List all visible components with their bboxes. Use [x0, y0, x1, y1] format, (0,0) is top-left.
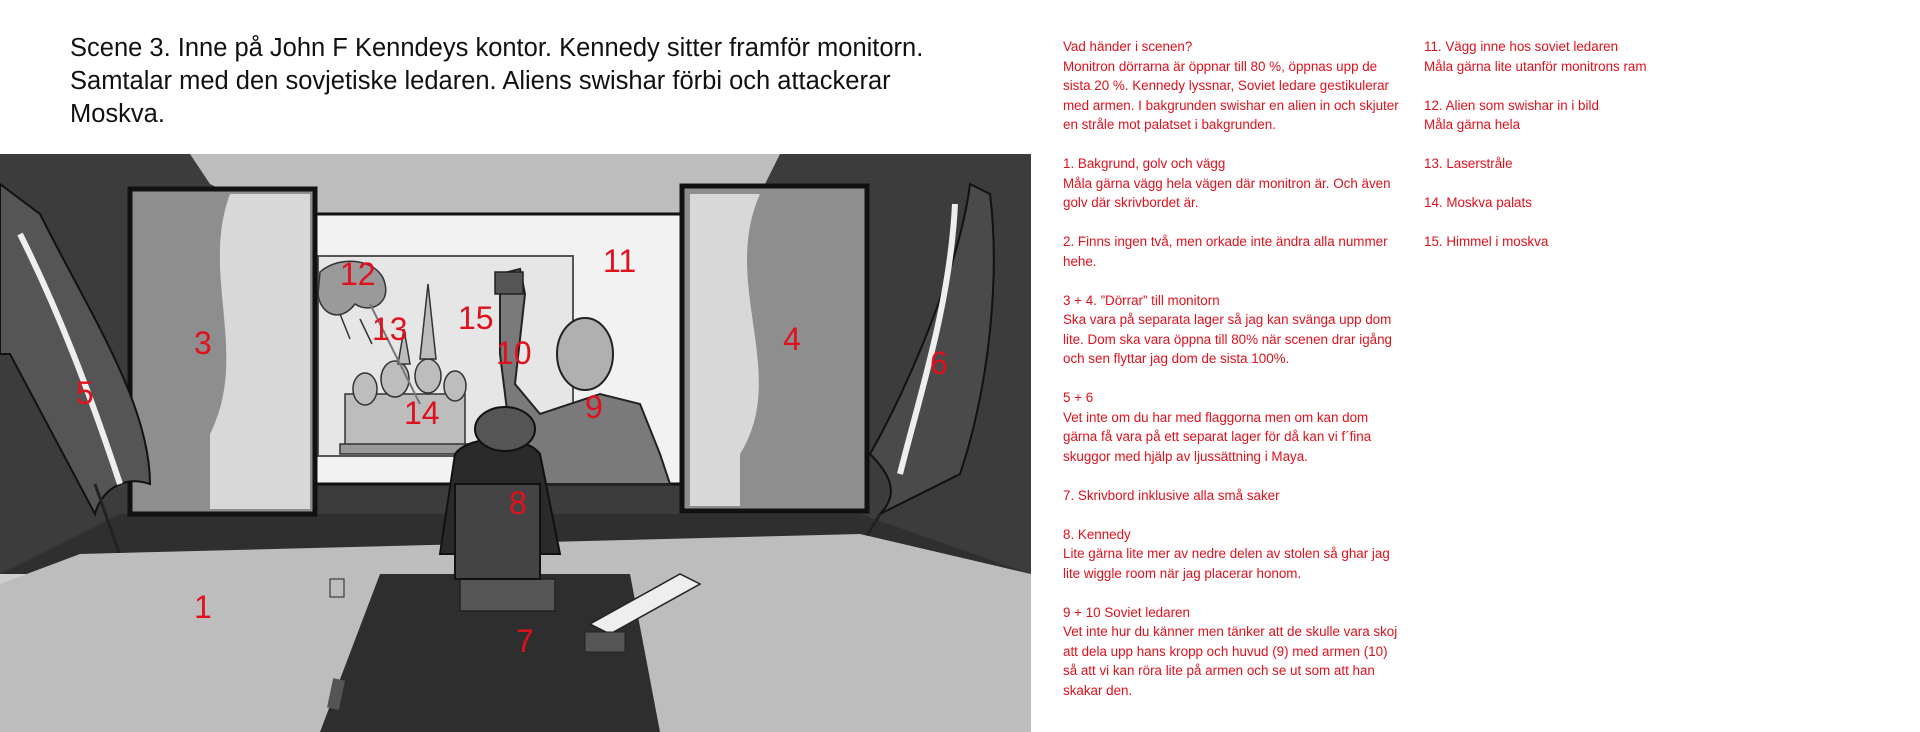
- note-layer-9-10: 9 + 10 Soviet ledaren Vet inte hur du känner men tänker att de skulle vara skoj att dela upp hans kropp och huvud (9) med armen (10) så att vi kan röra lite på armen och se ut som att han skakar den.: [1063, 604, 1398, 698]
- right-monitor-door: [682, 186, 867, 511]
- layer-label: 1: [194, 589, 212, 625]
- note-layer-13: 13. Laserstråle: [1424, 156, 1513, 171]
- storyboard-panel: [0, 154, 1031, 732]
- layer-label: 9: [585, 389, 603, 425]
- note-layer-12: 12. Alien som swishar in i bild Måla gärna hela: [1424, 97, 1599, 132]
- layer-label: 15: [458, 300, 494, 336]
- layer-label: 13: [372, 311, 408, 347]
- note-layer-8: 8. Kennedy Lite gärna lite mer av nedre delen av stolen så ghar jag lite wiggle room när jag placerar honom.: [1063, 526, 1390, 581]
- desk-item-box: [460, 579, 555, 611]
- note-layer-3-4: 3 + 4. ”Dörrar” till monitorn Ska vara på separata lager så jag kan svänga upp dom lite. Dom ska vara öppna till 80% när scenen drar igång och sen flyttar jag dom de sista 100%.: [1063, 292, 1392, 366]
- layer-label: 6: [930, 345, 948, 381]
- note-layer-7: 7. Skrivbord inklusive alla små saker: [1063, 487, 1280, 503]
- note-layer-14: 14. Moskva palats: [1424, 195, 1532, 210]
- note-layer-2: 2. Finns ingen två, men orkade inte ändra alla nummer hehe.: [1063, 234, 1388, 269]
- note-layer-5-6: 5 + 6 Vet inte om du har med flaggorna men om kan dom gärna få vara på ett separat lager för då kan vi f´fina skuggor med hjälp av ljussättning i Maya.: [1063, 390, 1372, 464]
- note-scene-summary: Vad händer i scenen? Monitron dörrarna är öppnar till 80 %, öppnas upp de sista 20 %. Kennedy lyssnar, Soviet ledare gestikulerar med armen. I bakgrunden swishar en alien in och skjuter en stråle mot palatset i bakgrunden.: [1063, 39, 1399, 132]
- layer-label: 7: [516, 623, 534, 659]
- left-monitor-door: [130, 189, 315, 514]
- scene-heading: Scene 3. Inne på John F Kenndeys kontor. Kennedy sitter framför monitorn. Samtalar med den sovjetiske ledaren. Aliens swishar förbi och attackerar Moskva.: [70, 34, 924, 128]
- layer-label: 14: [404, 395, 440, 431]
- layer-label: 5: [76, 375, 94, 411]
- note-layer-11: 11. Vägg inne hos soviet ledaren Måla gärna lite utanför monitrons ram: [1424, 39, 1647, 74]
- layer-label: 8: [509, 485, 527, 521]
- note-layer-15: 15. Himmel i moskva: [1424, 234, 1549, 249]
- layer-label: 11: [603, 243, 637, 279]
- note-layer-1: 1. Bakgrund, golv och vägg Måla gärna vägg hela vägen där monitron är. Och även golv där skrivbordet är.: [1063, 156, 1391, 210]
- notes-column-left: [1063, 37, 1403, 720]
- layer-label: 4: [783, 321, 801, 357]
- layer-label: 3: [194, 325, 212, 361]
- notes-column-right: [1424, 37, 1724, 271]
- layer-label: 10: [496, 335, 532, 371]
- desk-item-base: [585, 632, 625, 652]
- layer-label: 12: [340, 256, 376, 292]
